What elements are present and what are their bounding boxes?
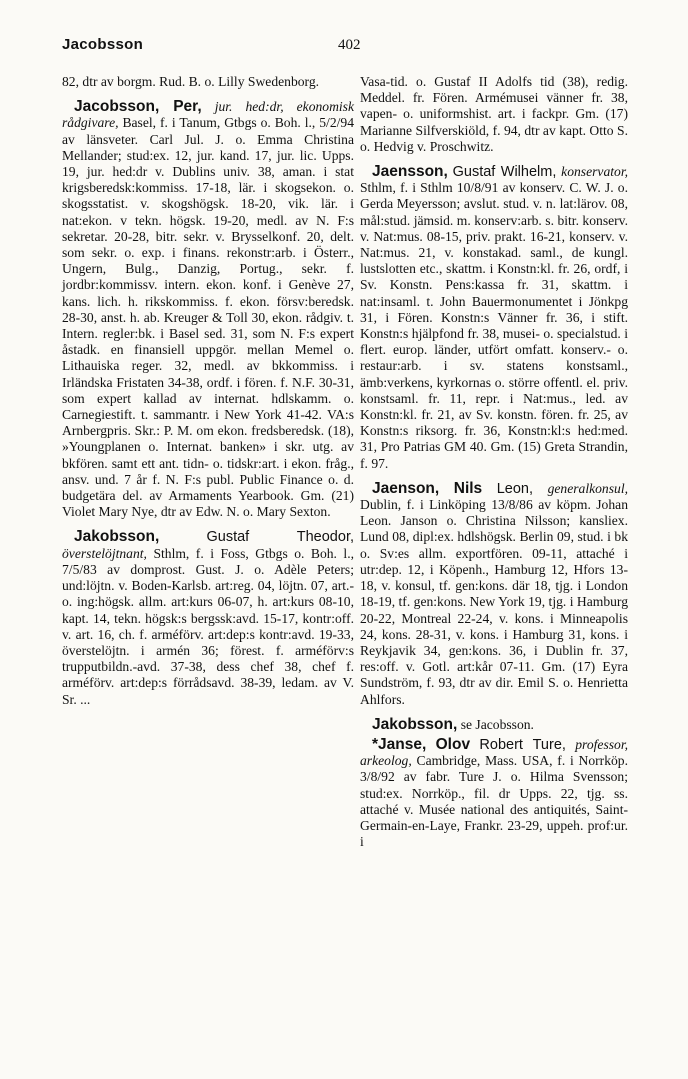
entry-headword: Jacobsson, Per, (74, 98, 202, 116)
entry-body: Sthlm, f. i Sthlm 10/8/91 av konserv. C. W. J. o. Gerda Meyersson; avslut. stud. v. n. lat:lärov. 08, mål:stud. jämsid. m. konserv:arb. s. bitr. konserv. v. Nat:mus. 08-15, priv. prakt. 16-21, konserv. v. Nat:mus. 21, v. konstakad. saml., de kungl. lustslotten etc., skattm. i Konstn:kl. fr. 26, ordf, i Sv. Konstn. Pens:kassa fr. 31, skattm. i nat:insaml. t. John Bauermonumentet i Jönkpg 31, i Fören. Konstn:s Vänner fr. 36, i stift. Konstn:s hjälpfond fr. 38, musei- o. specialstud. i flert. europ. länder, utfört omfatt. konserv.- o. restaur:arb. i sv. statens konstsaml., ämb:verkens, kyrkornas o. större offentl. el. priv. konstsaml. fr. 11, repr. i Nat:mus., led. av Konstn:kl. fr. 21, av Sv. konstn. fören. fr. 25, av Konstn:s riksorg. fr. 36, Konstn:kl:s hed:med. 31, Pro Patrias GM 40. Gm. (15) Greta Strandin, f. 97. (360, 180, 628, 471)
entry-occupation: överstelöjtnant, (62, 545, 147, 561)
running-head (62, 36, 628, 60)
right-column (360, 74, 628, 859)
entry-headword: *Janse, (372, 735, 427, 753)
entry-headword: Jakobsson, (74, 528, 160, 546)
left-column (62, 74, 354, 717)
entry-jaenson-nils (360, 481, 628, 708)
entry-forenames: Gustaf Theodor, (206, 529, 354, 546)
entry-occupation: professor, arkeolog, (360, 736, 628, 769)
entry-body: Cambridge, Mass. USA, f. i Norrköp. 3/8/92 av fabr. Ture J. o. Hilma Svensson; stud:ex. Norrköp., fil. dr Upps. 22, tjg. ss. attaché v. Musée national des antiquités, Saint-Germain-en-Laye, Frankr. 23-29, uppeh. prof:ur. i (360, 753, 628, 850)
cross-reference: se Jacobsson. (460, 716, 534, 732)
entry-headword: Jaensson, (372, 163, 448, 181)
entry-forenames: Gustaf Wilhelm, (452, 164, 557, 181)
entry-body: Sthlm, f. i Foss, Gtbgs o. Boh. l., 7/5/83 av domprost. Gust. J. o. Adèle Peters; und:löjtn. v. Boden-Karlsb. art:reg. 04, löjtn. 07, art.- o. ing:högsk. allm. art:kurs 06-07, h. art:kurs 08-10, kapt. 14, tekn. högsk:s bergssk:avd. 15-17, kontr:off. v. art. 16, ch. f. arméförv. art:dep:s kontr:avd. 19-33, överstelöjtn. i armén 36; förest. f. arméförv:s trupputbildn.-avd. 37-38, dess chef 38, chef f. arméförv. art:dep:s förrådsavd. 38-39, ledam. av V. Sr. ... (62, 545, 354, 707)
entry-headword: Jaenson, (372, 479, 440, 497)
entry-jaensson-gustaf (360, 164, 628, 472)
entry-name-rest: Robert Ture, (479, 736, 566, 753)
entry-forenames: Nils (453, 479, 483, 497)
entry-forenames: Olov (435, 735, 471, 753)
running-head-name: Jacobsson (62, 36, 144, 53)
entry-janse-olov (360, 737, 628, 850)
entry-occupation: konservator, (561, 164, 628, 180)
entry-name-rest: Leon, (496, 480, 534, 497)
entry-occupation: generalkonsul, (547, 480, 628, 496)
entry-headword: Jakobsson, (372, 715, 458, 733)
page-number: 402 (338, 37, 361, 53)
continued-entry-text: 82, dtr av borgm. Rud. B. o. Lilly Swedenborg. (62, 74, 320, 89)
entry-jakobsson-gustaf-theodor (62, 529, 354, 707)
continued-entry-text: Vasa-tid. o. Gustaf II Adolfs tid (38), redig. Meddel. fr. Fören. Armémusei vänner fr. 38, vapen- o. uniformshist. art. i fackpr. Gm. (17) Marianne Silfverskiöld, f. 94, dtr av kapt. Otto S. o. Hedvig v. Proschwitz. (360, 74, 628, 154)
entry-jakobsson-reference (360, 717, 628, 733)
entry-body: Dublin, f. i Linköping 13/8/86 av köpm. Johan Leon. Janson o. Christina Nilsson; kansliex. Lund 08, dipl:ex. hdlshögsk. Berlin 09, stud. i bk o. Sv:es allm. exportfören. 09-11, attaché i utr:dep. 12, i Köpenh., Hamburg 12, Hfors 13-18, v. konsul, tf. gen:kons. där 18, tjg. i London 18-19, tf. gen:kons. New York 19, tjg. i Hamburg 20-22, Montreal 22-24, v. kons. i Minneapolis 24, kons. 28-31, v. kons. i Hamburg 31, kons. i Reykjavik 34, gen:kons. 36, i Dublin fr. 37, res:off. v. Gotl. art:kår 07-11. Gm. (17) Eyra Sundström, f. 93, dtr av dir. Emil S. o. Henrietta Ahlfors. (360, 497, 628, 707)
entry-body: Basel, f. i Tanum, Gtbgs o. Boh. l., 5/2/94 av länsveter. Carl Jul. J. o. Emma Christina Mellander; stud:ex. 12, jur. kand. 17, jur. lic. Upps. 19, jur. hed:dr v. Dublins univ. 38, aman. i stat krigsberedsk:kommiss. 17-18, lär. i skogsekon. o. skogsstatist. v. skogshögsk. 18-20, vik. lär. i nat:ekon. v tekn. högsk. 19-20, medl. av N. F:s sekretar. 20-28, bitr. sekr. v. Brysselkonf. 20, delt. som sekr. o. exp. i finans. rekonstr:arb. i Österr., Ungern, Bulg., Danzig, Portug., sekr. f. jordbr:kommissv. intern. ekon. konf. i Genève 27, kans. lich. h. rikskommiss. f. ekon. försv:beredsk. 28-30, anst. h. ab. Kreuger & Toll 30, ekon. rådgiv. t. Intern. regler:bk. i Basel sed. 31, som N. F:s expert åstadk. en finansiell uppgör. mellan Memel o. Lithauiska reger. 32, medl. av bkkommiss. i Irländska Fristaten 34-38, ordf. i fören. f. N.F. 30-31, som expert kallad av internat. hdlskamm. o. Carnegiestift. t. sammantr. i New York 41-42. VA:s Arnbergpris. Skr.: P. M. om ekon. fredsberedsk. (18), »Youngplanen o. Internat. banken» i skr. utg. av bkfören. samt ett ant. tidn- o. tidskr:art. i ekon. fråg., ansv. und. 7 år f. N. F:s publ. Public Finance o. d. budgetära del. av Armaments Yearbook. Gm. (21) Violet Mary Nye, dtr av Edw. N. o. Mary Sexton. (62, 115, 354, 520)
entry-occupation: jur. hed:dr, ekonomisk rådgivare, (62, 99, 354, 131)
entry-jacobsson-per (62, 99, 354, 520)
